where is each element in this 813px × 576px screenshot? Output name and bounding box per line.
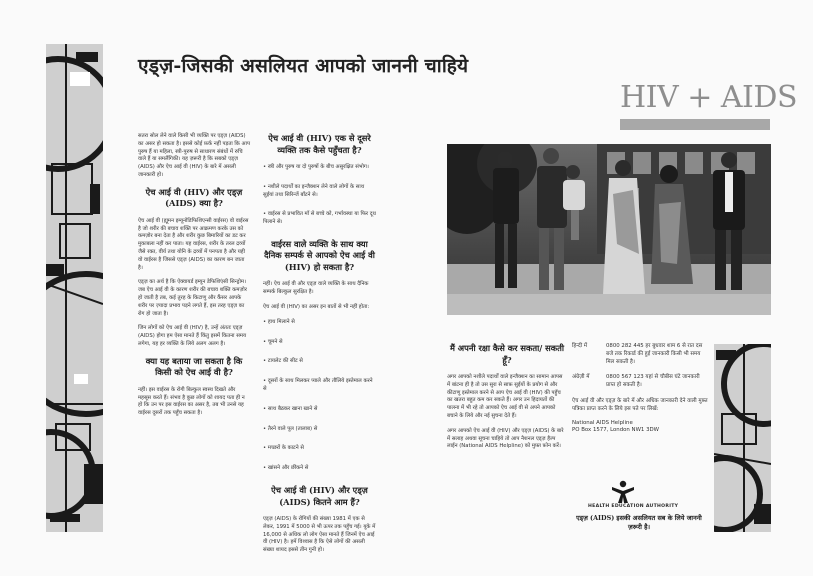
list-item: • साथ बैठकर खाना खाने से [263, 406, 376, 414]
helpline-contact-block [572, 343, 708, 435]
address-line-2: PO Box 1577, London NW1 3DW [572, 427, 659, 434]
heading-how-spread: ऐच आई वी (HIV) एक से दूसरे व्यक्ति तक कैसे पहुँचता है? [268, 133, 371, 155]
health-education-authority-logo-icon [606, 480, 640, 504]
english-helpline-info: 0800 567 123 यहां से चौबीस घंटे जानकारी प्राप्त हो सकती है। [606, 374, 700, 389]
paragraph: नहीं। इस वाईरस के रोगी बिल्कुल स्वस्थ दिखते और महसूस करते हैं। संभव है कुछ लोगों को शायद पता ही न हो कि उन पर इस वाईरस का असर है, तब भी उनसे यह वाईरस दूसरों तक पहुँच सकता है। [138, 386, 245, 417]
address-line-1: National AIDS Helpline [572, 419, 633, 426]
list-item: • खांसने और छींकने से [263, 465, 376, 473]
text-column-3 [447, 343, 567, 458]
organisation-name: HEALTH EDUCATION AUTHORITY [588, 504, 679, 509]
paragraph: नहीं। ऐच आई वी और एड्ज़ वाले व्यक्ति के साथ दैनिक सम्पर्क बिल्कुल सुरक्षित है। [263, 281, 369, 296]
heading-how-common: ऐच आई वी (HIV) और एड्ज़ (AIDS) कितने आम हैं? [271, 485, 368, 507]
paragraph: ऐच आई वी (ह्यूमन इम्यूनोडिफिशिएन्सी वाईरस) वो वाईरस है जो शरीर की बचाव शक्ति पर आक्रमण करके उस को कमज़ोर बना देता है और शरीर कुछ बिमारियों का डट कर मुकाबला नहीं कर पाता। यह वाईरस, शरीर के तरल द्रव्यों जैसे रक्त, वीर्य तथा योनि के द्रव्यों में पनपता है और यही वो वाईरस है जिससे एड्ज़ (AIDS) का कारण बन जाता है। [138, 217, 249, 271]
english-label: अंग्रेज़ी में [572, 374, 590, 381]
paragraph: एड्ज़ (AIDS) के रोगियों की संख्या 1981 में एक से लेकर, 1991 में 5000 से भी ऊपर तक पहुँच गई। यूके में 16,000 से अधिक लो लोग ऐसा मानते हैं जिनमें ऐच आई वी (HIV) है। हमें विश्वास है कि ऐसे लोगों की असली संख्या शायद इससे तीन गुनी हो। [263, 516, 376, 554]
list-item: • टायलेट की सीट से [263, 358, 376, 366]
list-item: • स्त्री और पुरुष या दो पुरुषों के बीच असुरक्षित संभोग। [263, 164, 376, 172]
heading-can-you-tell: क्या यह बताया जा सकता है कि किसी को ऐच आई वी है? [145, 355, 243, 378]
heading-daily-contact: वाईरस वाले व्यक्ति के साथ क्या दैनिक सम्पर्क से आपको ऐच आई वी (HIV) हो सकता है? [264, 238, 375, 272]
intro-paragraph: सतरा सोल लेने वाले किसी भी व्यक्ति पर एड्ज़ (AIDS) का असर हो सकता है। इससे कोई फ़र्क नहीं पड़ता कि आप पुरुष हैं या महिला, स्त्री-पुरुष से साधारण संबंधों में रुचि वाले हैं या समलैंगिकी। यह ज़रूरी है कि सबको एड्ज़ (AIDS) और ऐच आई वी (HIV) के बारे में असली जानकारी हो। [138, 133, 250, 178]
list-item: • हाथ मिलाने से [263, 319, 376, 327]
text-column-2 [263, 133, 376, 562]
hindi-helpline-row [572, 343, 708, 366]
closing-tagline: एड्ज़ (AIDS) इसकी असलियत सब के लिये जाननी ज़रूरी है। [576, 514, 702, 531]
family-photo [447, 144, 771, 315]
text-column-1 [138, 133, 250, 425]
heading-protect-yourself: मैं अपनी रक्षा कैसे कर सकता/ सकती हूँ? [449, 343, 565, 365]
list-item: • तैरने वाले पूल (तालाब) से [263, 426, 376, 434]
list-item: • वाईरस से प्रभावित माँ से बच्चे को, गर्भावस्था या फिर दूध पिलाने से। [263, 211, 376, 227]
decorative-strip-right [714, 344, 771, 532]
list-item: • चूमने से [263, 339, 376, 347]
list-item: • नशीले पदार्थों का इन्जैक्शन लेने वाले लोगों के साथ सुईयां तथा सिरिन्जें बाँटने से। [263, 184, 376, 200]
list-item: • दूसरों के साथ मिलकर प्याले और तौलिये इस्तेमाल करने से [263, 378, 376, 394]
transmission-list [263, 164, 376, 227]
leaflet-info: ऐच आई वी और एड्ज़ के बारे में और अधिक जानकारी देने वाली मुफ़्त पत्रिका प्राप्त करने के लिये इस पते पर लिखें: [572, 397, 708, 412]
paragraph: अगर आपको नशीले पदार्थों वाले इन्जैक्शन का सामान आपस में बांटना ही है तो उस सुरा से साफ़ सुईयों के प्रयोग से और कीटाणु इस्तेमाल करने से आप ऐच आई वी (HIV) की पहुँच का खतरा बहुत कम कर सकते हैं। अगर उन हिदायतों की पालना में भी रहे तो आपको ऐच आई वी से अपने आपको बचाने के लिये और नई सुचना देते हैं। [447, 374, 563, 419]
poster-headline: एड्ज़-जिसकी असलियत आपको जाननी चाहिये [138, 55, 469, 77]
list-item: • मच्छरों के काटने से [263, 445, 376, 453]
paragraph: जिन लोगों को ऐच आई वी (HIV) है, उन्हें अंततः एड्ज़ (AIDS) होगा हम ऐसा मानते हैं किंतु इसमें कितना समय लगेगा, यह हर व्यक्ति के लिये अलग अलग है। [138, 325, 247, 347]
safe-contact-list [263, 319, 376, 473]
paragraph: अगर आपको ऐच आई वी (HIV) और एड्ज़ (AIDS) के बारे में सलाह अथवा सूचना चाहिये तो आप नैशनल एड्ज़ हैल्प लाईन (National AIDS Helpline) को मुफ़्त फ़ोन करें। [447, 427, 564, 450]
hiv-aids-title: HIV + AIDS [620, 80, 798, 115]
hindi-label: हिन्दी में [572, 343, 588, 349]
hindi-helpline-info: 0800 282 445 हर बुधवार शाम 6 से रात दस बजे तक रिकार्ड की हुई जानकारी किसी भी समय मिल सकती है। [606, 343, 703, 365]
paragraph: एड्ज़ का अर्थ है कि ऐक्वायर्ड इम्यून डेफिशिएंसी सिन्ड्रोम। जब ऐच आई वी के कारण शरीर की बचाव शक्ति कमज़ोर हो जाती है तब, कई तुरह के किटाणु और कैंसर आपके शरीर पर ज़्यादा प्रभाव पड़ने लगते हैं, इस तरह एड्ज़ का रोग हो जाता है। [138, 279, 247, 317]
title-underline-bar [620, 119, 770, 130]
heading-what-is-hiv: ऐच आई वी (HIV) और एड्ज़ (AIDS) क्या है? [145, 186, 243, 209]
english-helpline-row [572, 374, 708, 390]
decorative-strip-left [46, 44, 103, 532]
paragraph: ऐच आई वी (HIV) का असर इन बातों से भी नहीं होता: [263, 304, 370, 311]
